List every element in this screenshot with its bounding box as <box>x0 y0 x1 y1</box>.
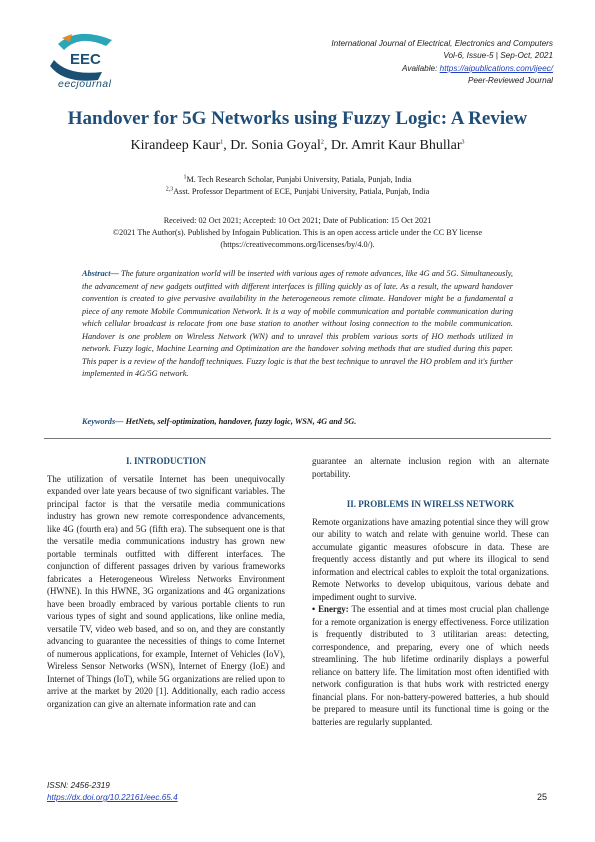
page-number: 25 <box>536 792 547 802</box>
abstract <box>82 268 513 381</box>
author-1: Kirandeep Kaur$^1$, <box>130 138 231 153</box>
section-heading-problems: II. PROBLEMS IN WIRELSS NETWORK <box>346 499 515 509</box>
author-3: Dr. Amrit Kaur Bhullar$^3$ <box>330 138 465 153</box>
affiliation-2: $^{2,3}$Asst. Professor Department of ECE, Punjabi University, Patiala, Punjab, India <box>165 186 430 197</box>
paper-title: Handover for 5G Networks using Fuzzy Logic: A Review <box>67 108 528 129</box>
affiliations <box>0 174 595 198</box>
svg-text:EEC: EEC <box>70 51 101 68</box>
affiliation-1: $^1$M. Tech Research Scholar, Punjabi University, Patiala, Punjab, India <box>183 174 412 184</box>
license-statement: ©2021 The Author(s). Published by Infogain Publication. This is an open access article under the CC BY license <box>112 228 483 238</box>
continuation-text: guarantee an alternate inclusion region with an alternate portability. <box>312 456 549 479</box>
journal-availability: Available: https://aipublications.com/ijeec/ <box>402 63 553 73</box>
publication-dates: Received: 02 Oct 2021; Accepted: 10 Oct 2021; Date of Publication: 15 Oct 2021 <box>163 216 432 225</box>
doi-link[interactable]: https://dx.doi.org/10.22161/eec.65.4 <box>47 793 178 802</box>
left-column <box>47 455 285 710</box>
divider <box>44 438 551 439</box>
journal-volume: Vol-6, Issue-5 | Sep-Oct, 2021 <box>443 51 553 61</box>
logo-caption: eecjournal <box>58 78 112 90</box>
abstract-label: Abstract— <box>82 269 119 278</box>
keywords-text: HetNets, self-optimization, handover, fuzzy logic, WSN, 4G and 5G. <box>123 417 357 426</box>
license-url[interactable]: (https://creativecommons.org/licenses/by/4.0/). <box>220 240 375 250</box>
keywords-label: Keywords— <box>82 417 124 426</box>
energy-bullet: • Energy: The essential and at times most crucial plan challenge for a remote organization is energy effectiveness. Force utilization is frequently distributed to 3 utilitarian areas: detecting, correspondence, and preparing, every one of which needs streamlining. The hub lifetime ordinarily displays a powerful reliance on battery life. The limitation most often identified with network configuration is that hubs work with restricted energy financial plans. For non-battery-powered batteries, a hub should be prepared to measure until its functional time is going or the batteries are regularly supplanted. <box>312 604 549 727</box>
keywords <box>82 417 513 426</box>
section-heading-introduction: I. INTRODUCTION <box>125 456 206 466</box>
author-2: Dr. Sonia Goyal$^2$, <box>230 138 331 153</box>
footer <box>47 780 178 804</box>
issn: ISSN: 2456-2319 <box>47 781 110 790</box>
right-column <box>312 455 549 728</box>
peer-review-note: Peer-Reviewed Journal <box>468 75 553 85</box>
journal-header <box>331 38 553 87</box>
publication-info <box>0 215 595 252</box>
journal-url-link[interactable]: https://aipublications.com/ijeec/ <box>439 63 553 73</box>
introduction-text: The utilization of versatile Internet has been unequivocally expanded over late years because of two significant variables. The principal factor is that the versatile media communications industry has grown new remote correspondence advancements, like 4G (fourth era) and 5G (fifth era). The subsequent one is that the versatile media communications industry has grown new portable terminals outfitted with different interfaces. The conjunction of different passages driven by various frameworks fabricates a Heterogeneous Wireless Networks Environment (HWNE). In this HWNE, 3G organizations and 4G organizations have been broadly embraced by various portable clients to run various types of sight and sound applications, like online media, versatile TV, video web based, and so on, and they are constantly advancing to guarantee the necessities of things to come Internet of numerous applications, for example, Internet of Vehicles (IoV), Wireless Sensor Networks (WSN), Internet of Energy (IoE) and Internet of Things (IoT), while 5G organizations are relied upon to arrive at the market by 2020 [1]. Additionally, each radio access organization can give an alternate information rate and can <box>47 473 285 709</box>
abstract-text: The future organization world will be inserted with various ages of remote advances, like 4G and 5G. Simultaneously, the advancement of new gadgets outfitted with different interfaces is filling quickly as of late. As a result, the upward handover convention is created to give pervasive availability in the heterogeneous remote climate. Handover might be a fundamental a piece of any remote Mobile Communication Network. It is a way of mobile communication and portable communication during which cellular broadcast is relocate from one base station to another without losing connection to the mobile communication. Handover is one problem on Wireless Network (WN) and to unravel this problem various sorts of HO methods utilized in network. Fuzzy logic, Machine Learning and Optimization are the handover solving methods that are studied during this paper. This paper is a review of the handoff techniques. Fuzzy logic is that the best technique to unravel the HO problem and it's further implemented in 4G/5G network. <box>82 269 513 378</box>
author-list <box>0 138 595 154</box>
problems-text: Remote organizations have amazing potential since they will grow our ability to watch and relate with genuine world. These can accumulate gigantic measures ofobscure in data. These are frequently access distantly and put where its illogical to send information and electrical cables to exploit the total organizations. Remote Networks to develop ubiquitous, various debate and impediment ought to survive. <box>312 516 549 602</box>
journal-name: International Journal of Electrical, Electronics and Computers <box>331 39 553 48</box>
